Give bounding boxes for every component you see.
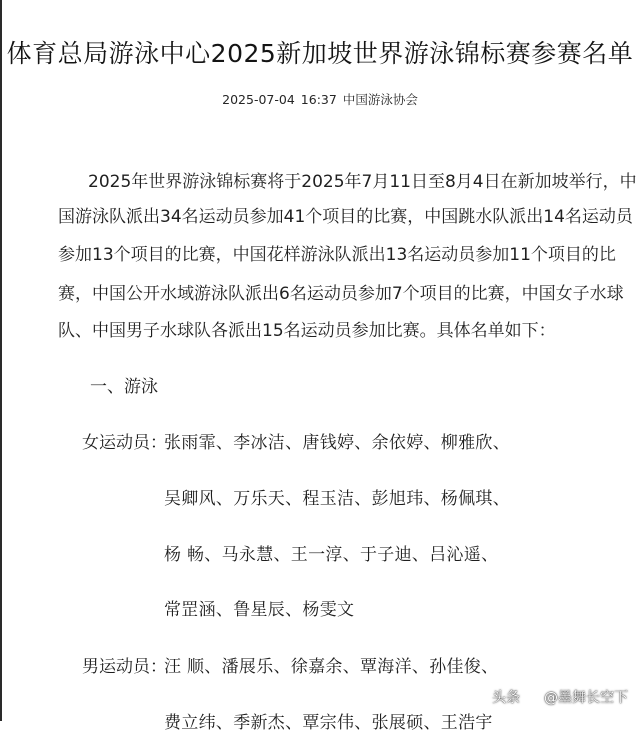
- section-heading-swimming: 一、游泳: [90, 377, 158, 397]
- meta-source: 中国游泳协会: [342, 92, 418, 107]
- document-title: 体育总局游泳中心2025新加坡世界游泳锦标赛参赛名单: [6, 39, 634, 68]
- intro-line: 参加13个项目的比赛，中国花样游泳队派出13名运动员参加11个项目的比: [58, 245, 616, 265]
- female-names-row: 常罡涵、鲁星辰、杨雯文: [164, 600, 355, 620]
- watermark-author: @墨舞长空下: [544, 690, 628, 706]
- male-athletes-label: 男运动员：: [82, 657, 167, 677]
- female-names-row: 张雨霏、李冰洁、唐钱婷、余依婷、柳雅欣、: [164, 433, 510, 453]
- meta-date: 2025-07-04: [222, 92, 295, 107]
- female-names-row: 吴卿风、万乐天、程玉洁、彭旭玮、杨佩琪、: [164, 489, 510, 509]
- meta-time: 16:37: [300, 92, 337, 107]
- source-watermark: [492, 688, 628, 708]
- at-icon: [524, 690, 540, 706]
- document-meta: [0, 91, 640, 109]
- female-names-row: 杨 畅、马永慧、王一淳、于子迪、吕沁遥、: [164, 545, 499, 565]
- male-names-row-cut-off: 费立纬、季新杰、覃宗伟、张展硕、王浩宇: [164, 713, 493, 733]
- intro-line: 队、中国男子水球队各派出15名运动员参加比赛。具体名单如下：: [58, 321, 556, 341]
- male-names-row: 汪 顺、潘展乐、徐嘉余、覃海洋、孙佳俊、: [164, 657, 499, 677]
- intro-line: 国游泳队派出34名运动员参加41个项目的比赛，中国跳水队派出14名运动员: [58, 207, 633, 227]
- watermark-platform: 头条: [492, 690, 520, 706]
- female-athletes-label: 女运动员：: [82, 433, 167, 453]
- intro-line: 赛，中国公开水域游泳队派出6名运动员参加7个项目的比赛，中国女子水球: [58, 284, 624, 304]
- intro-line: 2025年世界游泳锦标赛将于2025年7月11日至8月4日在新加坡举行，中: [88, 172, 637, 192]
